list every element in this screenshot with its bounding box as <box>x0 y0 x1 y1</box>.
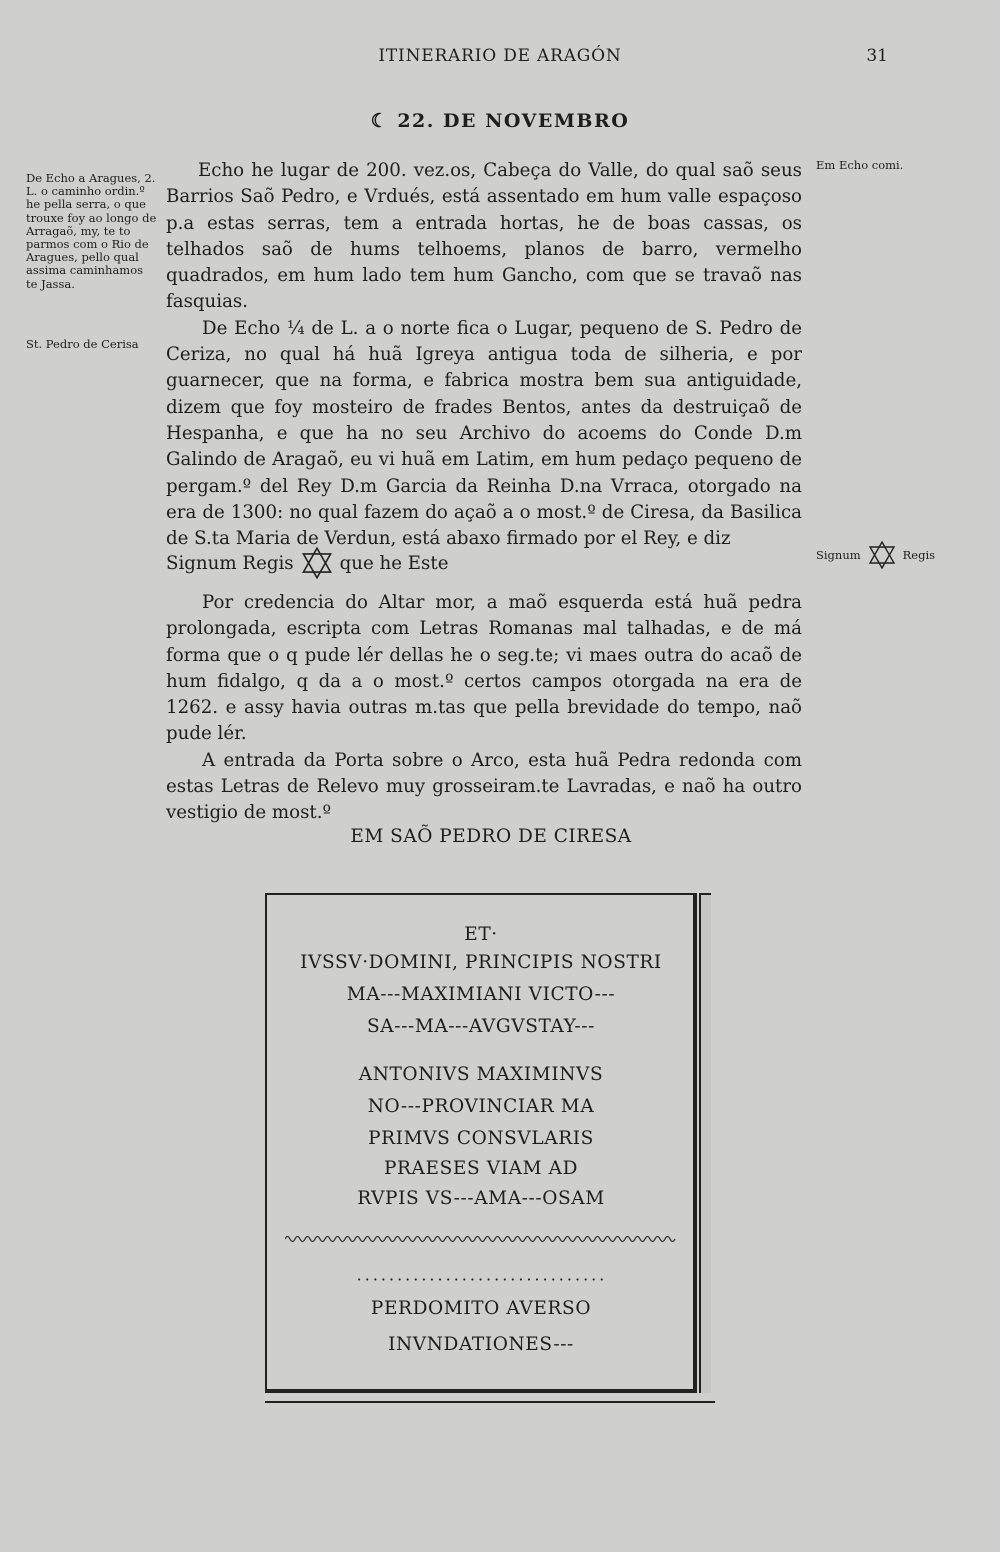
paragraph-porta: A entrada da Porta sobre o Arco, esta huã Pedra redonda com estas Letras de Relevo muy grosseiram.te Lavradas, e naõ ha outro vestigio de most.º <box>166 749 802 824</box>
inscription-caption: EM SAÕ PEDRO DE CIRESA <box>350 826 632 847</box>
inscription-line: MA---MAXIMIANI VICTO--- <box>346 984 616 1005</box>
page-number: 31 <box>866 46 888 66</box>
signum-line <box>166 546 448 580</box>
paragraph-echo: Echo he lugar de 200. vez.os, Cabeça do Valle, do qual saõ seus Barrios Saõ Pedro, e Vrdués, está assentado em hum valle espaçoso p.a estas serras, tem a entrada hortas, he de boas cassas, os telhados saõ de hums telhoems, planos de barro, vermelho quadrados, em hum lado tem hum Gancho, com que se travaõ nas fasquias. <box>166 160 802 313</box>
inscription-line: RVPIS VS---AMA---OSAM <box>357 1188 605 1209</box>
dotted-divider: ······························· <box>356 1270 608 1289</box>
margin-note-cerisa: St. Pedro de Cerisa <box>26 337 139 351</box>
paragraph-credencia: Por credencia do Altar mor, a maõ esquerda está huã pedra prolongada, escripta com Letras Romanas mal talhadas, e de má forma que o q pude lér dellas he o seg.te; vi maes outra do acaõ de hum fidalgo, q da a o most.º certos campos otorgada na era de 1262. e assy havia outras m.tas que pella brevidade do tempo, naõ pude lér. <box>166 592 802 745</box>
inscription-line: ANTONIVS MAXIMINVS <box>358 1064 604 1085</box>
stone-edge-right <box>699 893 711 1393</box>
inscription-line: ET· <box>464 924 498 945</box>
inscription-line: PERDOMITO AVERSO <box>370 1298 592 1319</box>
margin-note-echo: Em Echo comi. <box>816 158 904 172</box>
inscription-line: IVSSV·DOMINI, PRINCIPIS NOSTRI <box>300 952 662 973</box>
body-text-upper <box>166 158 802 552</box>
wavy-divider <box>285 1232 680 1246</box>
left-margin-notes <box>26 171 158 351</box>
inscription-line: SA---MA---AVGVSTAY--- <box>367 1016 595 1037</box>
hexagram-icon <box>867 540 897 570</box>
body-text-lower <box>166 590 802 827</box>
inscription-line: PRAESES VIAM AD <box>383 1158 579 1179</box>
section-heading: ☾ 22. DE NOVEMBRO <box>370 110 630 132</box>
paragraph-ceriza: De Echo ¼ de L. a o norte fica o Lugar, pequeno de S. Pedro de Ceriza, no qual há huã Igreya antigua toda de silheria, e por guarnecer, que na forma, e fabrica mostra bem sua antiguidade, dizem que foy mosteiro de frades Bentos, antes da destruiçaõ de Hespanha, e que ha no seu Archivo do acoems do Conde D.m Galindo de Aragaõ, eu vi huã em Latim, em hum pedaço pequeno de pergam.º del Rey D.m Garcia da Reinha D.na Vrraca, otorgado na era de 1300: no qual fazem do açaõ a o most.º de Ciresa, da Basilica de S.ta Maria de Verdun, está abaxo firmado por el Rey, e diz <box>166 317 802 550</box>
margin-signum-right: Regis <box>902 548 936 562</box>
inscription-line: INVNDATIONES--- <box>388 1334 574 1355</box>
margin-signum-left: Signum <box>816 548 861 562</box>
inscription-line: NO---PROVINCIAR MA <box>367 1096 595 1117</box>
inscription-line: PRIMVS CONSVLARIS <box>368 1128 594 1149</box>
signum-pre: Signum Regis <box>166 552 294 574</box>
signum-post: que he Este <box>339 552 449 574</box>
hexagram-icon <box>300 546 334 580</box>
stone-edge-bottom <box>265 1393 715 1403</box>
margin-note-signum <box>816 540 935 570</box>
margin-note-route: De Echo a Aragues, 2. L. o caminho ordin.º he pella serra, o que trouxe foy ao longo de Arragaõ, my, te to parmos com o Rio de Aragues, pello qual assima caminhamos te Jassa. <box>26 171 157 291</box>
running-title: ITINERARIO DE ARAGÓN <box>378 46 622 66</box>
